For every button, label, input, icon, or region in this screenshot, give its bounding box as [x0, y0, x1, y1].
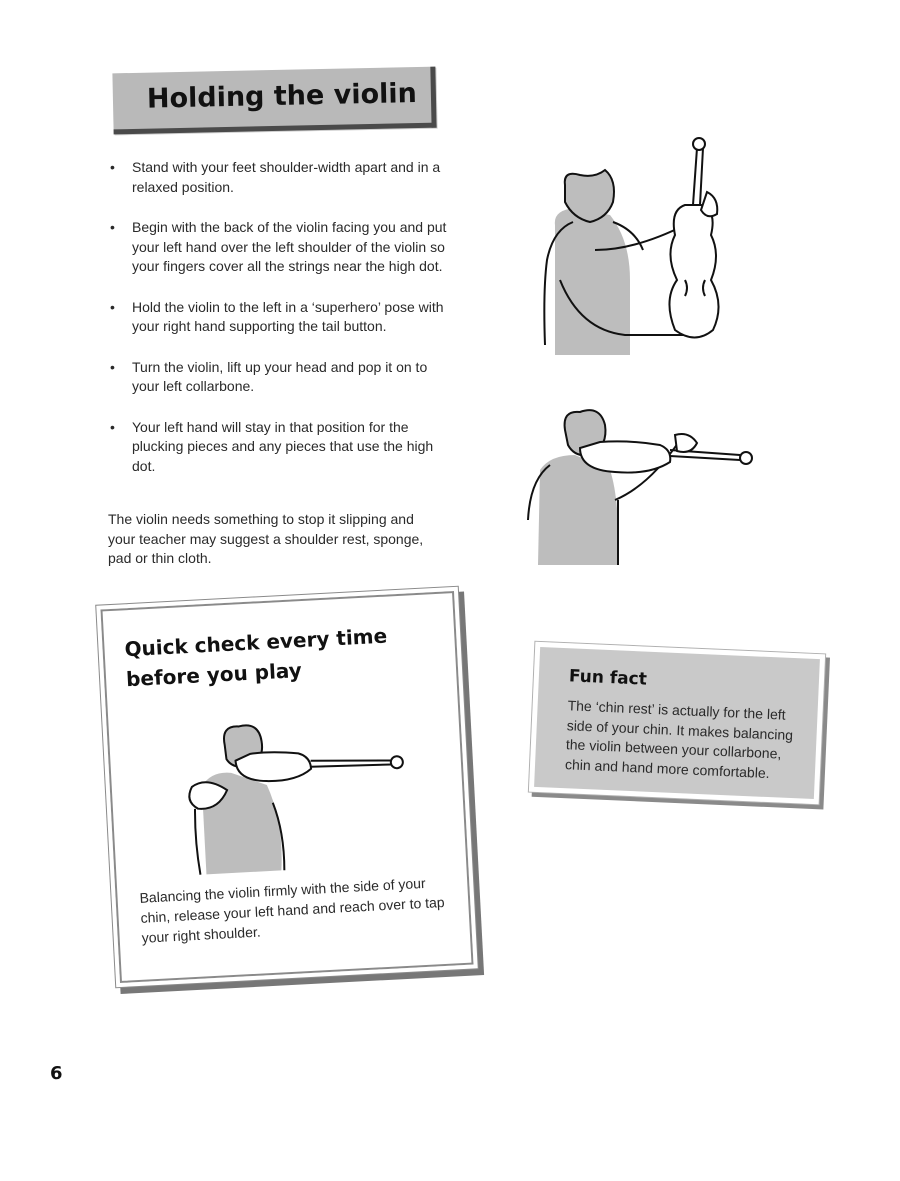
quick-check-caption: Balancing the violin firmly with the side of your chin, release your left hand and reach over to tap your right shoulder.	[139, 874, 445, 946]
quick-check-panel	[100, 591, 473, 983]
violin-on-collarbone-illustration	[520, 400, 760, 570]
bullet-icon: •	[110, 159, 115, 175]
violin-body	[669, 205, 718, 338]
list-item	[108, 298, 448, 337]
bullet-icon: •	[110, 219, 115, 235]
list-item	[108, 218, 448, 277]
title-banner	[112, 67, 436, 135]
page-title: Holding the violin	[146, 78, 418, 115]
superhero-pose-illustration	[535, 130, 765, 360]
violin-neck	[311, 757, 391, 769]
list-item	[108, 358, 448, 397]
page-number: 6	[50, 1063, 63, 1084]
violin-body	[235, 750, 311, 783]
step-text: Begin with the back of the violin facing you and put your left hand over the left shoulder of the violin so your fingers cover all the strings near the high dot.	[132, 219, 447, 274]
left-hand	[675, 434, 697, 452]
shoulder-tap-illustration	[168, 705, 426, 878]
violin-neck	[693, 148, 703, 205]
violin-scroll	[391, 756, 404, 769]
fun-fact-box	[529, 642, 825, 805]
fun-fact-heading: Fun fact	[568, 666, 648, 690]
step-text: Turn the violin, lift up your head and pop it on to your left collarbone.	[132, 358, 428, 394]
steps-list	[108, 158, 448, 497]
bullet-icon: •	[110, 298, 115, 315]
violin-body	[580, 441, 670, 472]
fun-fact-text: The ‘chin rest’ is actually for the left side of your chin. It makes balancing the violin between your collarbone, chin and hand more comfortable.	[564, 697, 794, 781]
step-text: Stand with your feet shoulder-width apart and in a relaxed position.	[132, 159, 441, 195]
step-text: Your left hand will stay in that position for the plucking pieces and any pieces that use the high dot.	[132, 418, 434, 474]
violin-scroll	[740, 452, 752, 464]
shoulder-rest-note: The violin needs something to stop it slipping and your teacher may suggest a shoulder rest, sponge, pad or thin cloth.	[108, 511, 424, 566]
list-item	[108, 418, 448, 477]
bullet-icon: •	[110, 358, 115, 375]
body-shadow	[555, 208, 630, 355]
list-item	[108, 158, 448, 197]
bullet-icon: •	[110, 418, 115, 435]
left-hand	[701, 192, 717, 216]
violin-scroll	[693, 138, 705, 150]
quick-check-heading: Quick check every time before you play	[123, 623, 388, 692]
step-text: Hold the violin to the left in a ‘superhero’ pose with your right hand supporting the tail button.	[132, 298, 444, 334]
